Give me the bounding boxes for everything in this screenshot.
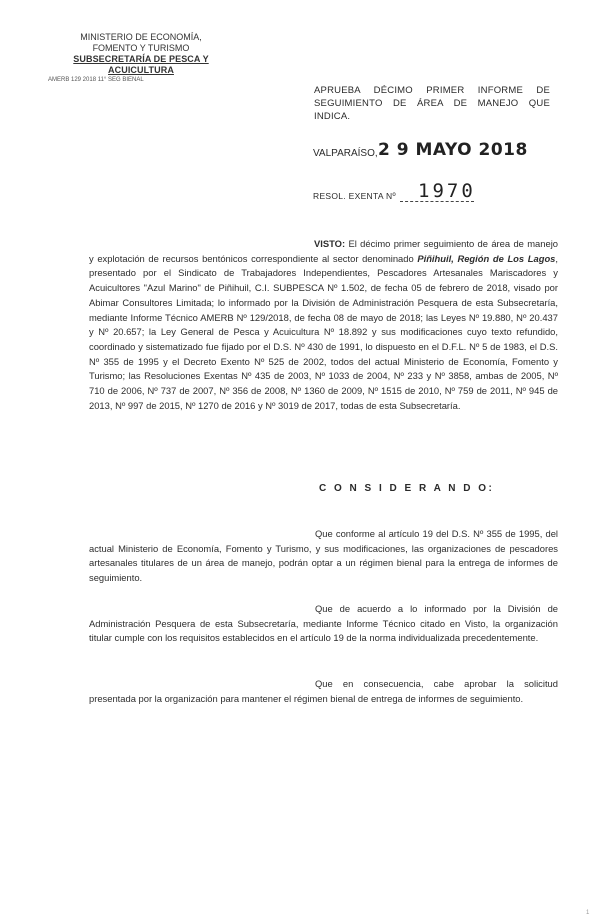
resolution-number: 1970 <box>418 180 476 202</box>
undersecretariat-name: SUBSECRETARÍA DE PESCA Y ACUICULTURA <box>73 54 209 75</box>
visto-label: VISTO: <box>314 238 346 249</box>
visto-text-2: , presentado por el Sindicato de Trabajadores Independientes, Pescadores Artesanales Mariscadores y Acuicultores "Azul Marino" de Piñihuil, C.I. SUBPESCA Nº 1.502, de fecha 05 de febrero de 2018, visado por Abimar Consultores Limitada; lo informado por la División de Administración Pesquera de esta Subsecretaría, mediante Informe Técnico AMERB Nº 129/2018, de fecha 08 de mayo de 2018; las Leyes Nº 19.880, Nº 20.437 y Nº 20.657; la Ley General de Pesca y Acuicultura Nº 18.892 y sus modificaciones cuyo texto refundido, coordinado y sistematizado fue fijado por el D.S. Nº 430 de 1991, lo dispuesto en el D.F.L. Nº 5 de 1983, el D.S. Nº 355 de 1995 y el Decreto Exento Nº 525 de 2002, todos del actual Ministerio de Economía, Fomento y Turismo; las Resoluciones Exentas Nº 435 de 2003, Nº 1033 de 2004, Nº 233 y Nº 3858, ambas de 2005, Nº 710 de 2006, Nº 737 de 2007, Nº 356 de 2008, Nº 1360 de 2009, Nº 1515 de 2010, Nº 759 de 2011, Nº 945 de 2013, Nº 997 de 2015, Nº 1270 de 2016 y Nº 3019 de 2017, todas de esta Subsecretaría. <box>89 252 558 411</box>
considerando-paragraph-2: Que de acuerdo a lo informado por la División de Administración Pesquera de esta Subsecretaría, mediante Informe Técnico citado en Visto, la organización titular cumple con los requisitos establecidos en el artículo 19 de la norma individualizada precedentemente. <box>89 603 558 644</box>
footer-mark: 1 <box>586 910 590 916</box>
ministry-header <box>46 32 236 85</box>
visto-paragraph <box>89 237 558 413</box>
ministry-name-cont: FOMENTO Y TURISMO <box>92 43 190 53</box>
ministry-name: MINISTERIO DE ECONOMÍA, <box>80 32 202 42</box>
subject-line-1: APRUEBA DÉCIMO PRIMER INFORME DE <box>314 85 550 96</box>
considerando-paragraph-3: Que en consecuencia, cabe aprobar la solicitud presentada por la organización para mantener el régimen bienal de entrega de informes de seguimiento. <box>89 678 558 704</box>
place: VALPARAÍSO, <box>313 148 378 159</box>
considerando-paragraph-1: Que conforme al artículo 19 del D.S. Nº 355 de 1995, del actual Ministerio de Economía, Fomento y Turismo, y sus modificaciones, las organizaciones de pescadores artesanales titulares de un área de manejo, podrán optar a un régimen bienal para la entrega de informes de seguimiento. <box>89 528 558 584</box>
sector-name: Piñihuil, Región de Los Lagos <box>417 252 556 264</box>
visto-text-1: El décimo primer seguimiento de área de manejo y explotación de recursos bentónicos correspondiente al sector denominado <box>89 238 558 264</box>
document-subject <box>314 84 550 123</box>
resolution-label: RESOL. EXENTA Nº <box>313 191 396 201</box>
subject-line-2: SEGUIMIENTO DE ÁREA DE MANEJO QUE INDICA. <box>314 98 550 122</box>
considerando-heading: C O N S I D E R A N D O: <box>319 483 495 494</box>
document-reference: AMERB 129 2018 11° SEG BIENAL <box>48 77 144 83</box>
date-stamp: 2 9 MAYO 2018 <box>378 140 528 160</box>
